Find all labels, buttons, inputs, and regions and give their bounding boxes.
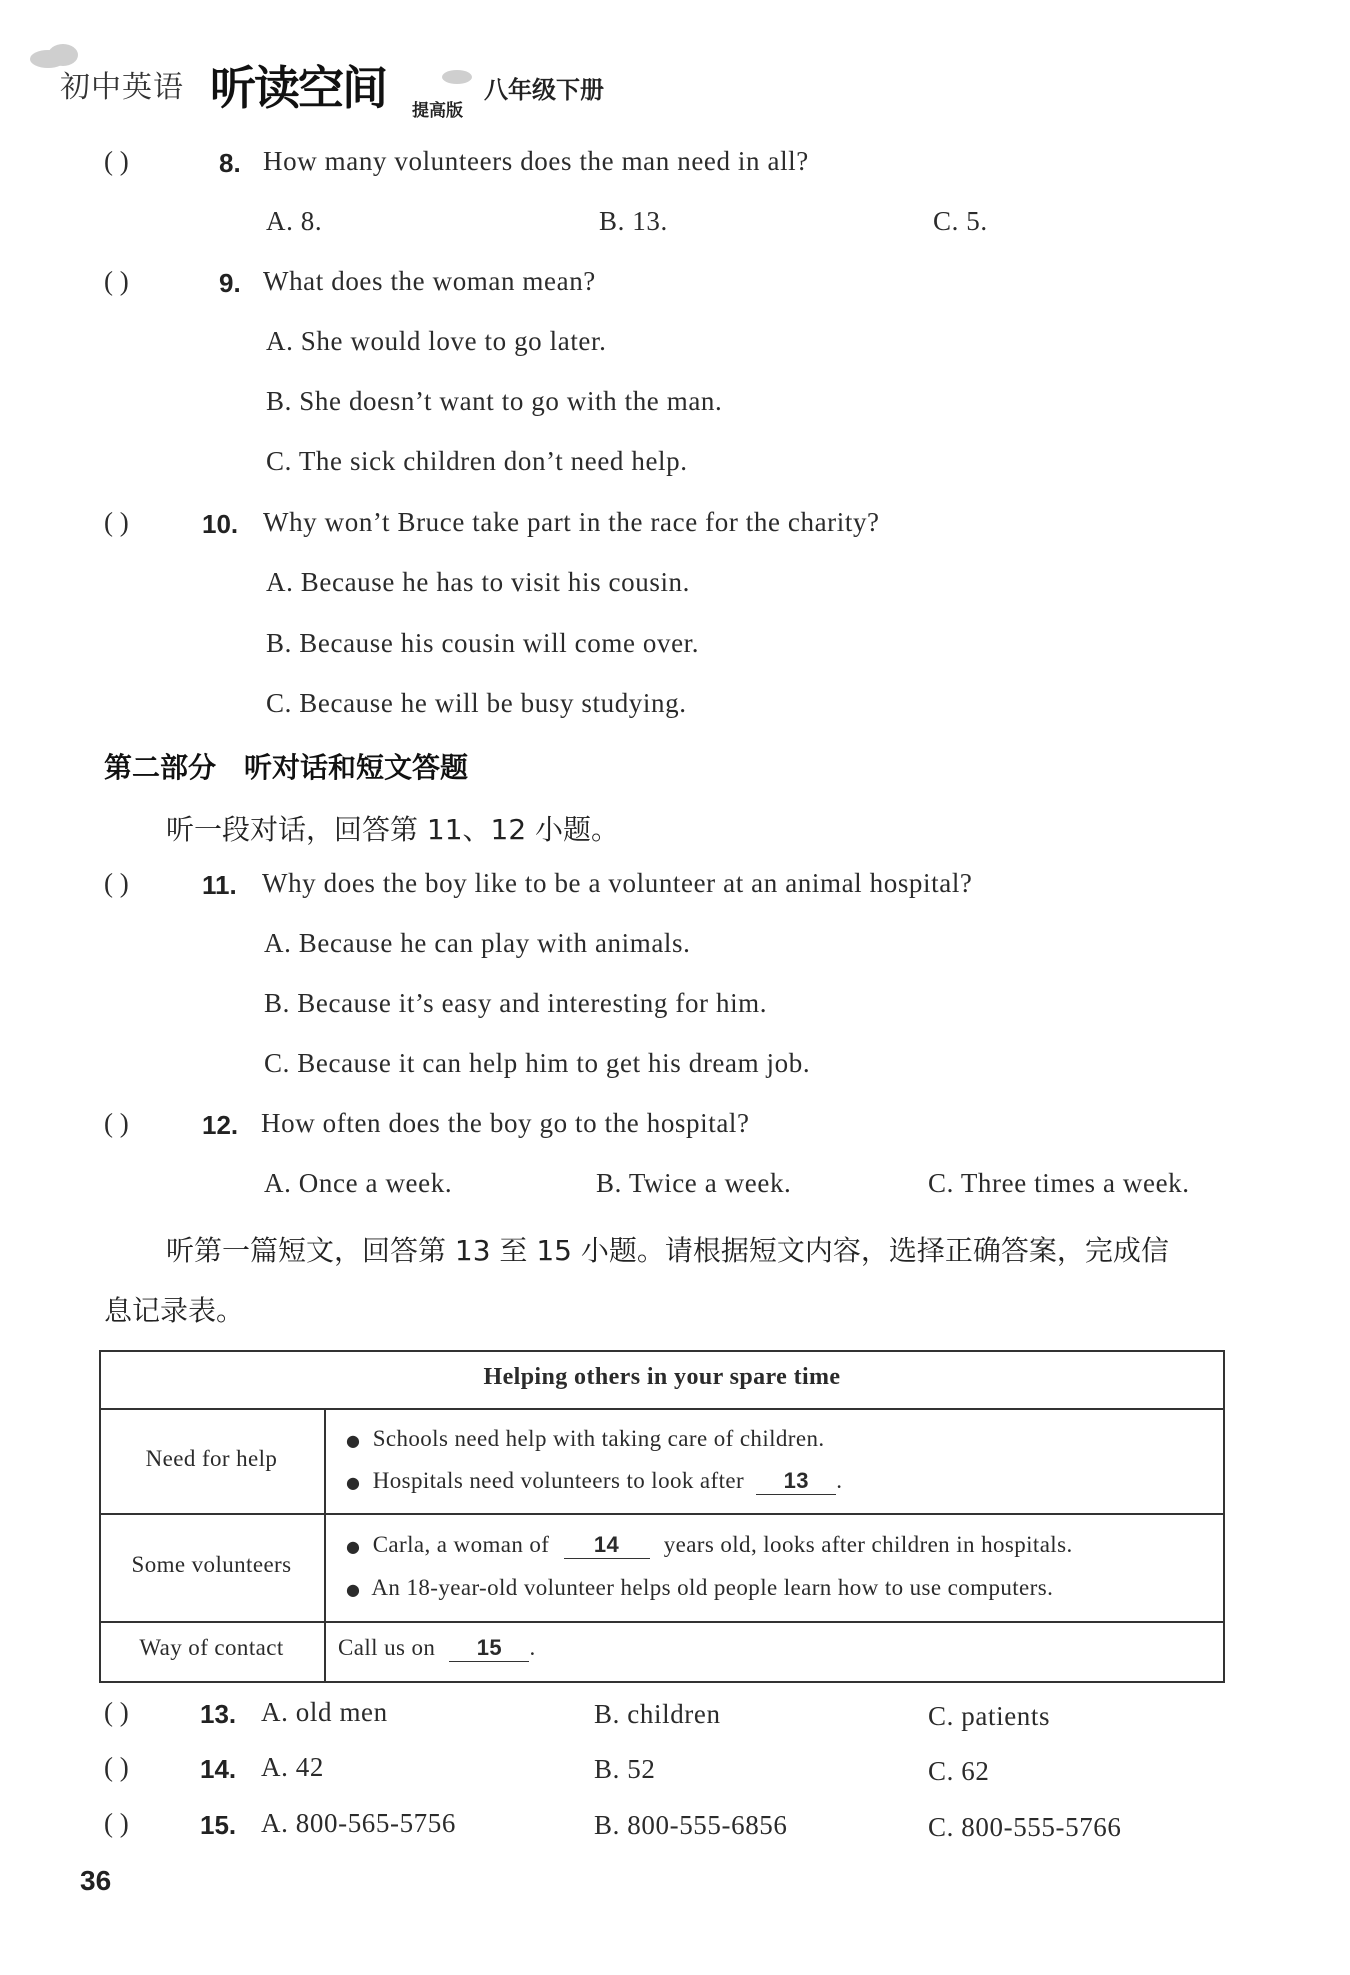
option-b[interactable]: B. children — [594, 1699, 721, 1729]
option-a[interactable]: A. Because he can play with animals. — [264, 928, 691, 958]
answer-blank-15[interactable]: 15 — [449, 1635, 529, 1662]
answer-paren[interactable]: ( ) — [104, 146, 129, 176]
answer-paren[interactable]: ( ) — [104, 1697, 129, 1727]
table-title: Helping others in your spare time — [483, 1364, 841, 1390]
bullet-item — [346, 1575, 1053, 1601]
bullet-text: An 18-year-old volunteer helps old people learn how to use computers. — [371, 1575, 1054, 1600]
question-text: How often does the boy go to the hospital? — [261, 1108, 750, 1138]
question-number: 9. — [219, 268, 241, 298]
option-a[interactable]: A. Once a week. — [264, 1168, 453, 1198]
option-c[interactable]: C. patients — [928, 1701, 1051, 1731]
option-c[interactable]: C. Because he will be busy studying. — [266, 688, 687, 718]
option-c[interactable]: C. The sick children don’t need help. — [266, 446, 688, 476]
instruction-text: 听一段对话，回答第 11、12 小题。 — [166, 813, 620, 846]
answer-paren[interactable]: ( ) — [104, 1808, 129, 1838]
bullet-text: Carla, a woman of — [372, 1532, 550, 1557]
option-b[interactable]: B. 52 — [594, 1754, 656, 1784]
question-number: 10. — [202, 509, 239, 539]
option-a[interactable]: A. 42 — [261, 1752, 324, 1782]
answer-blank-14[interactable]: 14 — [564, 1532, 650, 1559]
answer-paren[interactable]: ( ) — [104, 507, 129, 537]
bullet-text: Hospitals need volunteers to look after — [372, 1468, 745, 1493]
series-name: 初中英语 — [60, 70, 184, 105]
logo-text: 听读空间 — [210, 61, 386, 115]
row-label-way-of-contact: Way of contact — [139, 1635, 284, 1660]
row-label-need-for-help: Need for help — [145, 1446, 278, 1471]
bullet-text-end: . — [836, 1468, 843, 1493]
option-b[interactable]: B. 13. — [599, 206, 668, 236]
option-b[interactable]: B. Twice a week. — [596, 1168, 792, 1198]
contact-text-end: . — [529, 1635, 536, 1660]
option-a[interactable]: A. 800-565-5756 — [261, 1808, 456, 1838]
edition-tag: 提高版 — [412, 101, 463, 121]
row-label-some-volunteers: Some volunteers — [131, 1552, 292, 1577]
question-number: 11. — [202, 870, 237, 900]
question-number: 14. — [200, 1754, 237, 1784]
instruction-text-cont: 息记录表。 — [104, 1294, 245, 1327]
option-a[interactable]: A. 8. — [266, 206, 323, 236]
answer-paren[interactable]: ( ) — [104, 868, 129, 898]
answer-paren[interactable]: ( ) — [104, 1108, 129, 1138]
question-text: Why won’t Bruce take part in the race for the charity? — [263, 507, 880, 537]
bullet-text: Schools need help with taking care of children. — [372, 1426, 825, 1451]
cloud-decoration — [442, 70, 472, 84]
bullet-icon: ● — [346, 1431, 361, 1450]
bullet-item — [346, 1532, 1073, 1559]
answer-paren[interactable]: ( ) — [104, 1752, 129, 1782]
bullet-icon: ● — [346, 1473, 361, 1492]
section-title: 第二部分 听对话和短文答题 — [104, 751, 469, 784]
question-number: 12. — [202, 1110, 239, 1140]
grade-label: 八年级下册 — [484, 76, 604, 104]
question-number: 8. — [219, 148, 241, 178]
option-c[interactable]: C. 800-555-5766 — [928, 1812, 1122, 1842]
option-a[interactable]: A. old men — [261, 1697, 388, 1727]
bullet-item — [346, 1426, 825, 1452]
question-text: What does the woman mean? — [263, 266, 596, 296]
bullet-icon: ● — [346, 1537, 361, 1556]
bullet-text-end: years old, looks after children in hospitals. — [663, 1532, 1073, 1557]
option-b[interactable]: B. She doesn’t want to go with the man. — [266, 386, 723, 416]
question-text: How many volunteers does the man need in all? — [263, 146, 809, 176]
option-a[interactable]: A. Because he has to visit his cousin. — [266, 567, 690, 597]
option-c[interactable]: C. Three times a week. — [928, 1168, 1190, 1198]
page-number: 36 — [80, 1865, 112, 1896]
answer-paren[interactable]: ( ) — [104, 266, 129, 296]
contact-text: Call us on — [338, 1635, 436, 1660]
option-c[interactable]: C. 5. — [933, 206, 988, 236]
option-b[interactable]: B. Because it’s easy and interesting for him. — [264, 988, 768, 1018]
option-b[interactable]: B. 800-555-6856 — [594, 1810, 788, 1840]
question-number: 13. — [200, 1699, 237, 1729]
question-number: 15. — [200, 1810, 237, 1840]
option-a[interactable]: A. She would love to go later. — [266, 326, 607, 356]
bullet-icon: ● — [346, 1580, 361, 1599]
question-text: Why does the boy like to be a volunteer at an animal hospital? — [262, 868, 973, 898]
bullet-item — [346, 1468, 842, 1495]
option-b[interactable]: B. Because his cousin will come over. — [266, 628, 700, 658]
answer-blank-13[interactable]: 13 — [756, 1468, 836, 1495]
instruction-text: 听第一篇短文，回答第 13 至 15 小题。请根据短文内容，选择正确答案，完成信 — [166, 1234, 1169, 1267]
option-c[interactable]: C. Because it can help him to get his dream job. — [264, 1048, 811, 1078]
contact-cell — [338, 1635, 536, 1662]
option-c[interactable]: C. 62 — [928, 1756, 990, 1786]
